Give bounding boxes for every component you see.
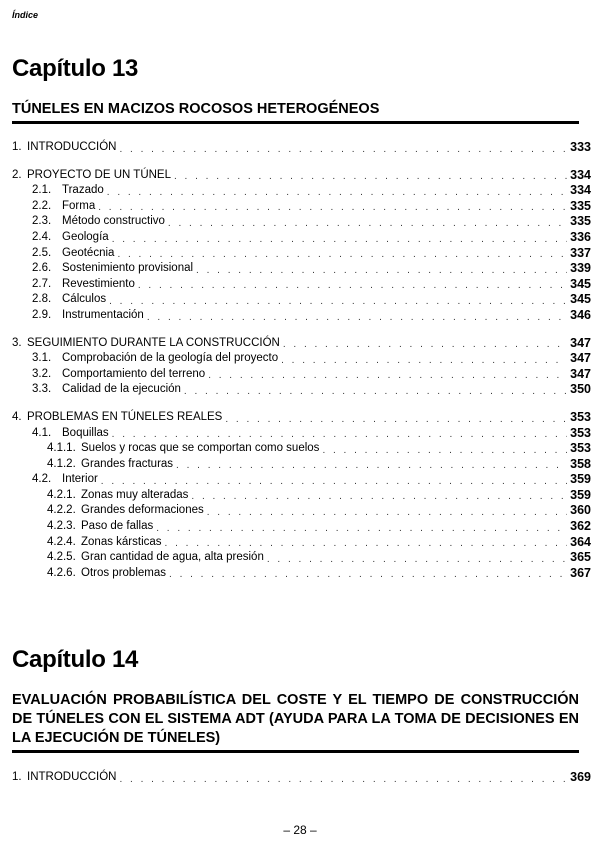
toc-entry-title: PROBLEMAS EN TÚNELES REALES (27, 410, 223, 423)
toc-entry-number: 3. (12, 336, 22, 349)
dot-leader (147, 311, 567, 324)
toc-entry[interactable] (12, 441, 591, 457)
toc-entry-title: Paso de fallas (81, 520, 154, 533)
dot-leader (109, 295, 567, 308)
toc-entry-page: 358 (570, 456, 591, 471)
toc-entry-title: PROYECTO DE UN TÚNEL (27, 168, 171, 181)
toc-entry-page: 333 (570, 140, 591, 154)
chapter-13-toc (12, 140, 591, 581)
toc-entry-title: Geotécnia (62, 246, 115, 259)
toc-entry-title: Cálculos (62, 293, 107, 306)
toc-entry-page: 347 (570, 366, 591, 381)
toc-entry-page: 337 (570, 245, 591, 260)
toc-entry[interactable] (12, 770, 591, 786)
toc-entry[interactable] (12, 351, 591, 367)
toc-entry-number: 4.2.3. (47, 520, 76, 533)
toc-entry-title: Calidad de la ejecución (62, 383, 181, 396)
toc-entry-title: Interior (62, 473, 98, 486)
toc-entry[interactable] (12, 308, 591, 324)
dot-leader (98, 201, 567, 214)
toc-entry-number: 1. (12, 141, 22, 153)
toc-entry-page: 334 (570, 167, 591, 182)
toc-entry[interactable] (12, 410, 591, 426)
toc-entry-page: 364 (570, 534, 591, 549)
toc-entry-title: Forma (62, 199, 96, 212)
toc-entry-page: 334 (570, 183, 591, 198)
toc-entry-number: 2.8. (32, 293, 52, 306)
toc-entry-title: Comportamiento del terreno (62, 367, 206, 380)
toc-entry-title: Comprobación de la geología del proyecto (62, 352, 279, 365)
toc-entry-number: 2.5. (32, 246, 52, 259)
toc-entry-page: 345 (570, 292, 591, 307)
toc-entry-title: SEGUIMIENTO DURANTE LA CONSTRUCCIÓN (27, 336, 280, 349)
dot-leader (196, 264, 567, 277)
toc-entry[interactable] (12, 503, 591, 519)
toc-entry-title: Grandes fracturas (81, 457, 174, 470)
dot-leader (191, 490, 567, 503)
toc-entry[interactable] (12, 566, 591, 582)
toc-entry-page: 345 (570, 276, 591, 291)
toc-entry-title: Sostenimiento provisional (62, 262, 194, 275)
dot-leader (138, 279, 567, 292)
dot-leader (225, 413, 567, 426)
toc-entry-number: 4.1.2. (47, 457, 76, 470)
toc-entry-number: 1. (12, 771, 22, 783)
toc-entry[interactable] (12, 199, 591, 215)
toc-entry-number: 3.1. (32, 352, 52, 365)
toc-entry-number: 2.7. (32, 277, 52, 290)
toc-entry-number: 4. (12, 410, 22, 423)
toc-entry[interactable] (12, 336, 591, 352)
dot-leader (119, 773, 567, 786)
toc-entry-page: 347 (570, 335, 591, 350)
toc-entry-title: Trazado (62, 184, 104, 197)
toc-entry-number: 2.9. (32, 308, 52, 321)
toc-entry[interactable] (12, 382, 591, 398)
toc-entry[interactable] (12, 261, 591, 277)
dot-leader (176, 459, 567, 472)
toc-entry-page: 353 (570, 409, 591, 424)
toc-entry-number: 3.2. (32, 367, 52, 380)
toc-entry-number: 2.6. (32, 262, 52, 275)
toc-entry-title: Revestimiento (62, 277, 135, 290)
toc-entry-page: 362 (570, 519, 591, 534)
toc-entry-number: 4.2. (32, 473, 52, 486)
toc-entry-page: 365 (570, 550, 591, 565)
dot-leader (208, 369, 567, 382)
dot-leader (168, 217, 567, 230)
toc-entry-title: INTRODUCCIÓN (27, 141, 117, 153)
dot-leader (165, 537, 568, 550)
chapter-13-subtitle: TÚNELES EN MACIZOS ROCOSOS HETEROGÉNEOS (12, 100, 579, 124)
toc-entry-page: 353 (570, 441, 591, 456)
dot-leader (267, 553, 567, 566)
toc-entry-title: Grandes deformaciones (81, 504, 204, 517)
dot-leader (117, 248, 567, 261)
toc-entry[interactable] (12, 277, 591, 293)
toc-entry-page: 346 (570, 307, 591, 322)
toc-entry-number: 3.3. (32, 383, 52, 396)
toc-entry-page: 347 (570, 351, 591, 366)
dot-leader (174, 170, 567, 183)
toc-entry[interactable] (12, 214, 591, 230)
toc-entry-page: 335 (570, 214, 591, 229)
toc-entry[interactable] (12, 550, 591, 566)
toc-entry-title: Instrumentación (62, 308, 144, 321)
dot-leader (112, 428, 567, 441)
toc-entry-title: Gran cantidad de agua, alta presión (81, 551, 264, 564)
toc-entry-page: 335 (570, 198, 591, 213)
dot-leader (322, 444, 567, 457)
dot-leader (156, 522, 567, 535)
toc-entry-number: 2. (12, 168, 22, 181)
toc-entry-title: Zonas kársticas (81, 535, 162, 548)
dot-leader (184, 385, 567, 398)
toc-entry-title: INTRODUCCIÓN (27, 771, 117, 783)
toc-entry[interactable] (12, 168, 591, 184)
running-header: Índice (12, 10, 39, 20)
toc-entry[interactable] (12, 535, 591, 551)
toc-entry-page: 339 (570, 261, 591, 276)
toc-entry[interactable] (12, 426, 591, 442)
toc-entry-title: Suelos y rocas que se comportan como suelos (81, 442, 320, 455)
toc-entry[interactable] (12, 472, 591, 488)
toc-entry-number: 2.2. (32, 199, 52, 212)
toc-entry[interactable] (12, 230, 591, 246)
chapter-14-title: Capítulo 14 (12, 646, 139, 673)
toc-entry-title: Zonas muy alteradas (81, 488, 189, 501)
toc-entry-title: Geología (62, 230, 109, 243)
dot-leader (169, 568, 567, 581)
toc-entry-number: 4.2.5. (47, 551, 76, 564)
toc-entry-number: 2.4. (32, 230, 52, 243)
toc-entry-page: 353 (570, 425, 591, 440)
toc-entry-number: 4.1. (32, 426, 52, 439)
toc-entry[interactable] (12, 367, 591, 383)
chapter-14-subtitle: EVALUACIÓN PROBABILÍSTICA DEL COSTE Y EL TIEMPO DE CONSTRUCCIÓN DE TÚNELES CON EL SISTEMA ADT (AYUDA PARA LA TOMA DE DECISIONES EN LA EJECUCIÓN DE TÚNELES) (12, 691, 579, 753)
dot-leader (112, 233, 567, 246)
chapter-14-toc (12, 770, 591, 786)
toc-entry-page: 350 (570, 382, 591, 397)
toc-entry-number: 4.2.1. (47, 488, 76, 501)
toc-entry[interactable] (12, 519, 591, 535)
toc-entry[interactable] (12, 246, 591, 262)
page-number: – 28 – (283, 823, 317, 837)
dot-leader (101, 475, 567, 488)
toc-entry-title: Boquillas (62, 426, 109, 439)
toc-entry[interactable] (12, 457, 591, 473)
toc-entry[interactable] (12, 140, 591, 156)
chapter-13-title: Capítulo 13 (12, 55, 139, 82)
dot-leader (281, 354, 567, 367)
toc-entry-number: 2.1. (32, 184, 52, 197)
dot-leader (119, 143, 567, 156)
toc-entry-title: Otros problemas (81, 566, 167, 579)
toc-entry-page: 360 (570, 503, 591, 518)
toc-entry-page: 336 (570, 229, 591, 244)
toc-entry-page: 359 (570, 472, 591, 487)
toc-entry-number: 4.2.2. (47, 504, 76, 517)
toc-entry[interactable] (12, 183, 591, 199)
toc-entry-number: 4.2.6. (47, 566, 76, 579)
dot-leader (207, 506, 567, 519)
toc-entry-page: 367 (570, 565, 591, 580)
toc-entry-number: 4.2.4. (47, 535, 76, 548)
dot-leader (107, 186, 567, 199)
toc-entry[interactable] (12, 292, 591, 308)
toc-entry-page: 359 (570, 487, 591, 502)
dot-leader (283, 338, 567, 351)
toc-entry-number: 4.1.1. (47, 442, 76, 455)
toc-entry[interactable] (12, 488, 591, 504)
toc-entry-title: Método constructivo (62, 215, 165, 228)
toc-entry-number: 2.3. (32, 215, 52, 228)
toc-entry-page: 369 (570, 770, 591, 784)
